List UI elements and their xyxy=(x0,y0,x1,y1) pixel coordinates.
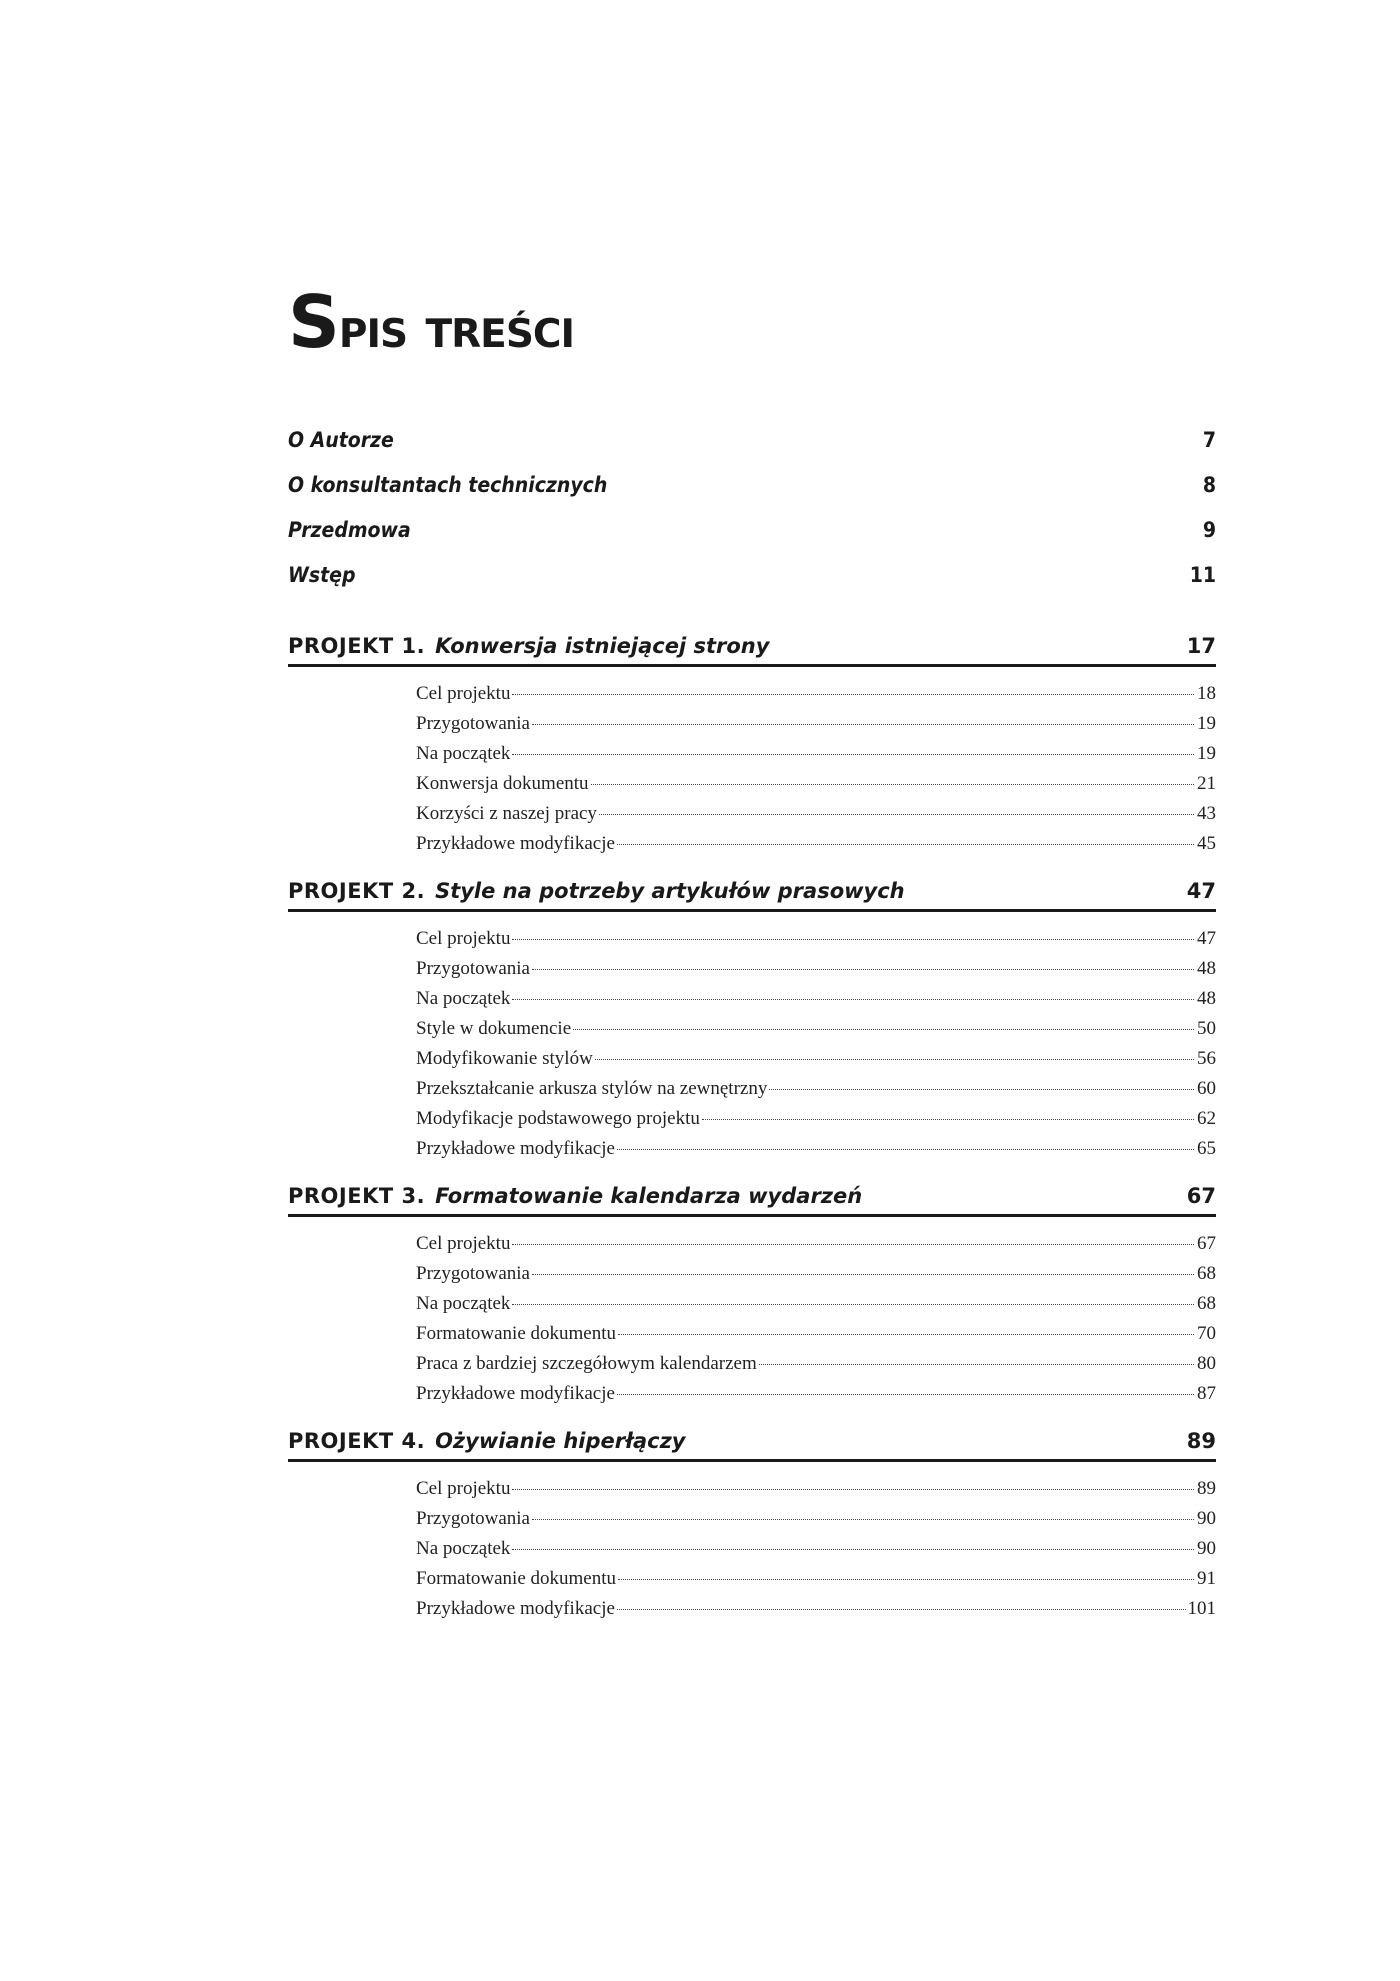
toc-subentry-label: Przykładowe modyfikacje xyxy=(416,1383,615,1404)
toc-subentry[interactable] xyxy=(416,1568,1216,1598)
toc-subentry[interactable] xyxy=(416,713,1216,743)
toc-subentry-page: 80 xyxy=(1197,1353,1216,1374)
toc-subentry-page: 43 xyxy=(1197,803,1216,824)
project-page: 89 xyxy=(1186,1429,1216,1453)
toc-entry-label: Wstęp xyxy=(288,563,356,587)
dot-leader xyxy=(512,1244,1194,1245)
toc-subentry-label: Przekształcanie arkusza stylów na zewnętrzny xyxy=(416,1078,768,1099)
toc-subentry[interactable] xyxy=(416,1138,1216,1168)
toc-entry-foreword[interactable] xyxy=(288,518,1216,563)
project-page: 67 xyxy=(1186,1184,1216,1208)
toc-subentry-label: Przygotowania xyxy=(416,1508,530,1529)
toc-subentry-label: Konwersja dokumentu xyxy=(416,773,589,794)
toc-subentry[interactable] xyxy=(416,1538,1216,1568)
toc-subentry-label: Cel projektu xyxy=(416,683,511,704)
toc-entry-label: O konsultantach technicznych xyxy=(288,473,608,497)
page-title-rest: pis treści xyxy=(338,296,575,361)
page-title-initial: S xyxy=(288,280,339,364)
toc-subentry[interactable] xyxy=(416,743,1216,773)
project-2-heading[interactable] xyxy=(288,879,1216,912)
dot-leader xyxy=(617,1394,1194,1395)
toc-entry-label: O Autorze xyxy=(288,428,394,452)
dot-leader xyxy=(573,1029,1194,1030)
dot-leader xyxy=(617,844,1194,845)
toc-subentry-page: 18 xyxy=(1197,683,1216,704)
toc-subentry-label: Modyfikacje podstawowego projektu xyxy=(416,1108,700,1129)
project-title: Konwersja istniejącej strony xyxy=(435,634,770,658)
toc-subentry-page: 48 xyxy=(1197,988,1216,1009)
toc-subentry-page: 101 xyxy=(1187,1598,1216,1619)
project-4-sections xyxy=(416,1478,1216,1628)
project-4-heading[interactable] xyxy=(288,1429,1216,1462)
toc-subentry-page: 68 xyxy=(1197,1263,1216,1284)
toc-subentry[interactable] xyxy=(416,928,1216,958)
project-page: 17 xyxy=(1186,634,1216,658)
project-3-sections xyxy=(416,1233,1216,1413)
toc-subentry[interactable] xyxy=(416,1263,1216,1293)
project-title: Ożywianie hiperłączy xyxy=(435,1429,686,1453)
toc-subentry[interactable] xyxy=(416,958,1216,988)
toc-entry-page: 11 xyxy=(1189,563,1216,587)
toc-subentry-page: 70 xyxy=(1197,1323,1216,1344)
dot-leader xyxy=(591,784,1194,785)
toc-subentry-label: Formatowanie dokumentu xyxy=(416,1323,616,1344)
toc-subentry-page: 19 xyxy=(1197,743,1216,764)
toc-subentry[interactable] xyxy=(416,1078,1216,1108)
toc-subentry-page: 60 xyxy=(1197,1078,1216,1099)
toc-subentry[interactable] xyxy=(416,1508,1216,1538)
toc-subentry[interactable] xyxy=(416,1293,1216,1323)
toc-subentry-page: 48 xyxy=(1197,958,1216,979)
toc-subentry-label: Na początek xyxy=(416,1538,511,1559)
dot-leader xyxy=(599,814,1194,815)
project-3-section xyxy=(288,1184,1216,1413)
toc-subentry[interactable] xyxy=(416,1048,1216,1078)
toc-subentry[interactable] xyxy=(416,988,1216,1018)
toc-subentry[interactable] xyxy=(416,773,1216,803)
toc-subentry-page: 50 xyxy=(1197,1018,1216,1039)
toc-subentry-label: Cel projektu xyxy=(416,1478,511,1499)
toc-subentry[interactable] xyxy=(416,1323,1216,1353)
dot-leader xyxy=(769,1089,1194,1090)
toc-subentry-label: Praca z bardziej szczegółowym kalendarzem xyxy=(416,1353,757,1374)
toc-subentry-label: Korzyści z naszej pracy xyxy=(416,803,597,824)
toc-subentry-page: 67 xyxy=(1197,1233,1216,1254)
toc-subentry-label: Na początek xyxy=(416,743,511,764)
toc-subentry[interactable] xyxy=(416,1108,1216,1138)
project-2-section xyxy=(288,879,1216,1168)
toc-subentry-page: 91 xyxy=(1197,1568,1216,1589)
dot-leader xyxy=(595,1059,1194,1060)
dot-leader xyxy=(532,1274,1194,1275)
toc-entry-label: Przedmowa xyxy=(288,518,411,542)
toc-subentry-label: Przykładowe modyfikacje xyxy=(416,1138,615,1159)
project-label: PROJEKT 1. xyxy=(288,634,426,658)
toc-subentry[interactable] xyxy=(416,1598,1216,1628)
toc-subentry[interactable] xyxy=(416,1353,1216,1383)
project-1-sections xyxy=(416,683,1216,863)
toc-subentry-label: Przygotowania xyxy=(416,713,530,734)
project-1-heading[interactable] xyxy=(288,634,1216,667)
toc-subentry-label: Na początek xyxy=(416,988,511,1009)
table-of-contents xyxy=(288,428,1216,1644)
toc-subentry-page: 68 xyxy=(1197,1293,1216,1314)
project-label: PROJEKT 3. xyxy=(288,1184,426,1208)
toc-subentry-page: 65 xyxy=(1197,1138,1216,1159)
dot-leader xyxy=(512,694,1194,695)
dot-leader xyxy=(702,1119,1194,1120)
project-label: PROJEKT 2. xyxy=(288,879,426,903)
project-2-sections xyxy=(416,928,1216,1168)
dot-leader xyxy=(759,1364,1194,1365)
toc-entry-about-author[interactable] xyxy=(288,428,1216,473)
dot-leader xyxy=(512,1304,1194,1305)
toc-subentry-page: 47 xyxy=(1197,928,1216,949)
project-1-section xyxy=(288,634,1216,863)
dot-leader xyxy=(532,1519,1194,1520)
project-4-section xyxy=(288,1429,1216,1628)
project-3-heading[interactable] xyxy=(288,1184,1216,1217)
dot-leader xyxy=(617,1149,1194,1150)
dot-leader xyxy=(512,939,1194,940)
dot-leader xyxy=(512,1549,1194,1550)
page-title xyxy=(288,280,575,364)
toc-subentry-label: Przykładowe modyfikacje xyxy=(416,1598,615,1619)
toc-subentry-page: 19 xyxy=(1197,713,1216,734)
dot-leader xyxy=(617,1609,1186,1610)
toc-subentry-label: Przygotowania xyxy=(416,958,530,979)
toc-subentry[interactable] xyxy=(416,683,1216,713)
toc-subentry-page: 90 xyxy=(1197,1508,1216,1529)
toc-subentry-page: 87 xyxy=(1197,1383,1216,1404)
toc-entry-page: 8 xyxy=(1202,473,1216,497)
toc-subentry[interactable] xyxy=(416,1478,1216,1508)
toc-subentry-label: Cel projektu xyxy=(416,1233,511,1254)
toc-subentry-label: Modyfikowanie stylów xyxy=(416,1048,593,1069)
toc-subentry-page: 21 xyxy=(1197,773,1216,794)
dot-leader xyxy=(532,969,1194,970)
dot-leader xyxy=(532,724,1194,725)
dot-leader xyxy=(618,1334,1194,1335)
dot-leader xyxy=(512,1489,1194,1490)
toc-subentry[interactable] xyxy=(416,803,1216,833)
toc-entry-introduction[interactable] xyxy=(288,563,1216,608)
toc-subentry-label: Cel projektu xyxy=(416,928,511,949)
toc-subentry[interactable] xyxy=(416,833,1216,863)
toc-subentry-page: 62 xyxy=(1197,1108,1216,1129)
toc-subentry-label: Na początek xyxy=(416,1293,511,1314)
dot-leader xyxy=(512,999,1194,1000)
dot-leader xyxy=(618,1579,1194,1580)
front-matter-list xyxy=(288,428,1216,608)
toc-subentry-page: 90 xyxy=(1197,1538,1216,1559)
toc-entry-page: 9 xyxy=(1202,518,1216,542)
toc-subentry-page: 89 xyxy=(1197,1478,1216,1499)
toc-entry-technical-reviewers[interactable] xyxy=(288,473,1216,518)
toc-subentry-page: 56 xyxy=(1197,1048,1216,1069)
toc-subentry[interactable] xyxy=(416,1018,1216,1048)
toc-subentry-label: Style w dokumencie xyxy=(416,1018,572,1039)
toc-subentry-label: Przygotowania xyxy=(416,1263,530,1284)
project-label: PROJEKT 4. xyxy=(288,1429,426,1453)
project-title: Style na potrzeby artykułów prasowych xyxy=(435,879,905,903)
project-page: 47 xyxy=(1186,879,1216,903)
dot-leader xyxy=(512,754,1194,755)
project-title: Formatowanie kalendarza wydarzeń xyxy=(435,1184,863,1208)
toc-subentry-label: Formatowanie dokumentu xyxy=(416,1568,616,1589)
toc-subentry[interactable] xyxy=(416,1383,1216,1413)
toc-subentry-label: Przykładowe modyfikacje xyxy=(416,833,615,854)
toc-entry-page: 7 xyxy=(1202,428,1216,452)
toc-subentry[interactable] xyxy=(416,1233,1216,1263)
toc-subentry-page: 45 xyxy=(1197,833,1216,854)
